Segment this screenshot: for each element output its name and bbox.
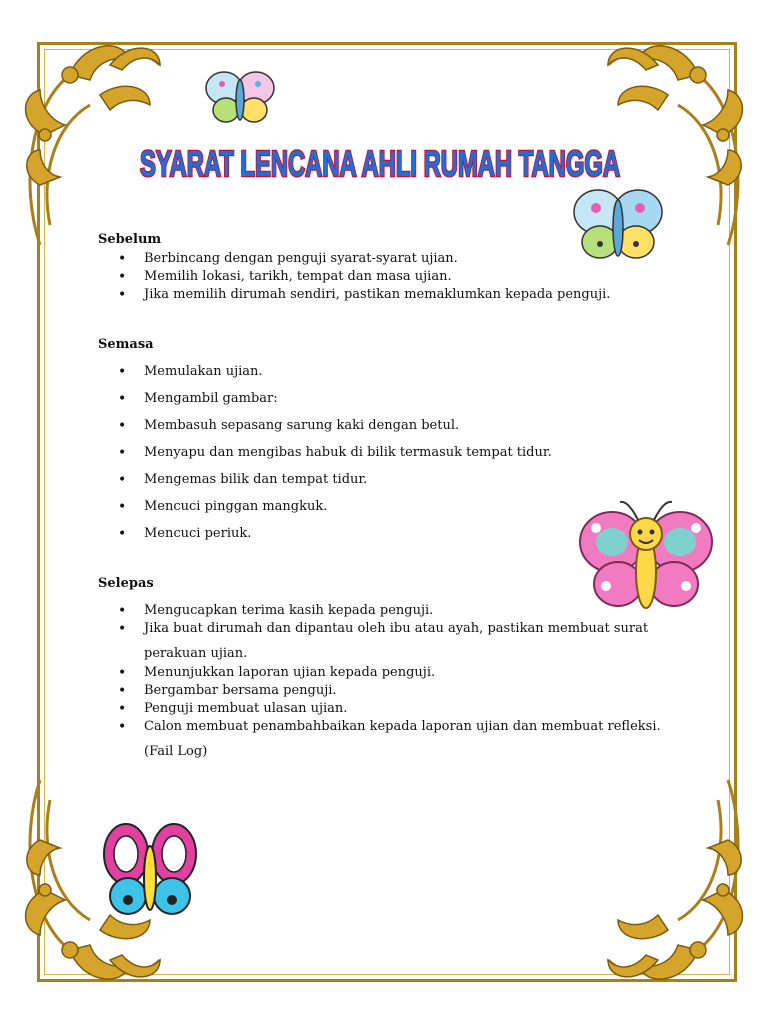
list-item: • Memilih lokasi, tarikh, tempat dan masa ujian. [98,268,678,286]
list-item: • Mengambil gambar: [98,390,678,408]
fail-log-note: (Fail Log) [144,744,208,759]
list-item: • Memulakan ujian. [98,363,678,381]
list-item: • Calon membuat penambahbaikan kepada laporan ujian dan membuat refleksi. [98,718,678,736]
list-item: • Bergambar bersama penguji. [98,682,678,700]
list-sebelum [98,250,678,304]
list-item: • Jika buat dirumah dan dipantau oleh ibu atau ayah, pastikan membuat surat [98,620,678,638]
section-heading-selepas: Selepas [98,576,154,591]
page-title [130,126,630,196]
list-item-continuation: perakuan ujian. [144,646,248,661]
page-title-text: SYARAT LENCANA AHLI RUMAH TANGGA [140,143,620,184]
butterfly-icon [202,66,278,130]
list-item: • Mencuci pinggan mangkuk. [98,498,678,516]
section-heading-sebelum: Sebelum [98,232,162,247]
list-item: • Menyapu dan mengibas habuk di bilik termasuk tempat tidur. [98,444,678,462]
scroll-ornament-bottom-right [598,770,758,1000]
list-item: • Mengemas bilik dan tempat tidur. [98,471,678,489]
list-item: • Mengucapkan terima kasih kepada penguji. [98,602,678,620]
butterfly-icon [100,820,200,924]
list-semasa [98,363,678,552]
list-selepas-top [98,602,678,638]
list-item: • Berbincang dengan penguji syarat-syarat ujian. [98,250,678,268]
list-item: • Jika memilih dirumah sendiri, pastikan memaklumkan kepada penguji. [98,286,678,304]
list-item: • Mencuci periuk. [98,525,678,543]
list-item: • Membasuh sepasang sarung kaki dengan betul. [98,417,678,435]
list-item: • Penguji membuat ulasan ujian. [98,700,678,718]
section-heading-semasa: Semasa [98,337,154,352]
list-item: • Menunjukkan laporan ujian kepada penguji. [98,664,678,682]
list-selepas-bottom [98,664,678,736]
